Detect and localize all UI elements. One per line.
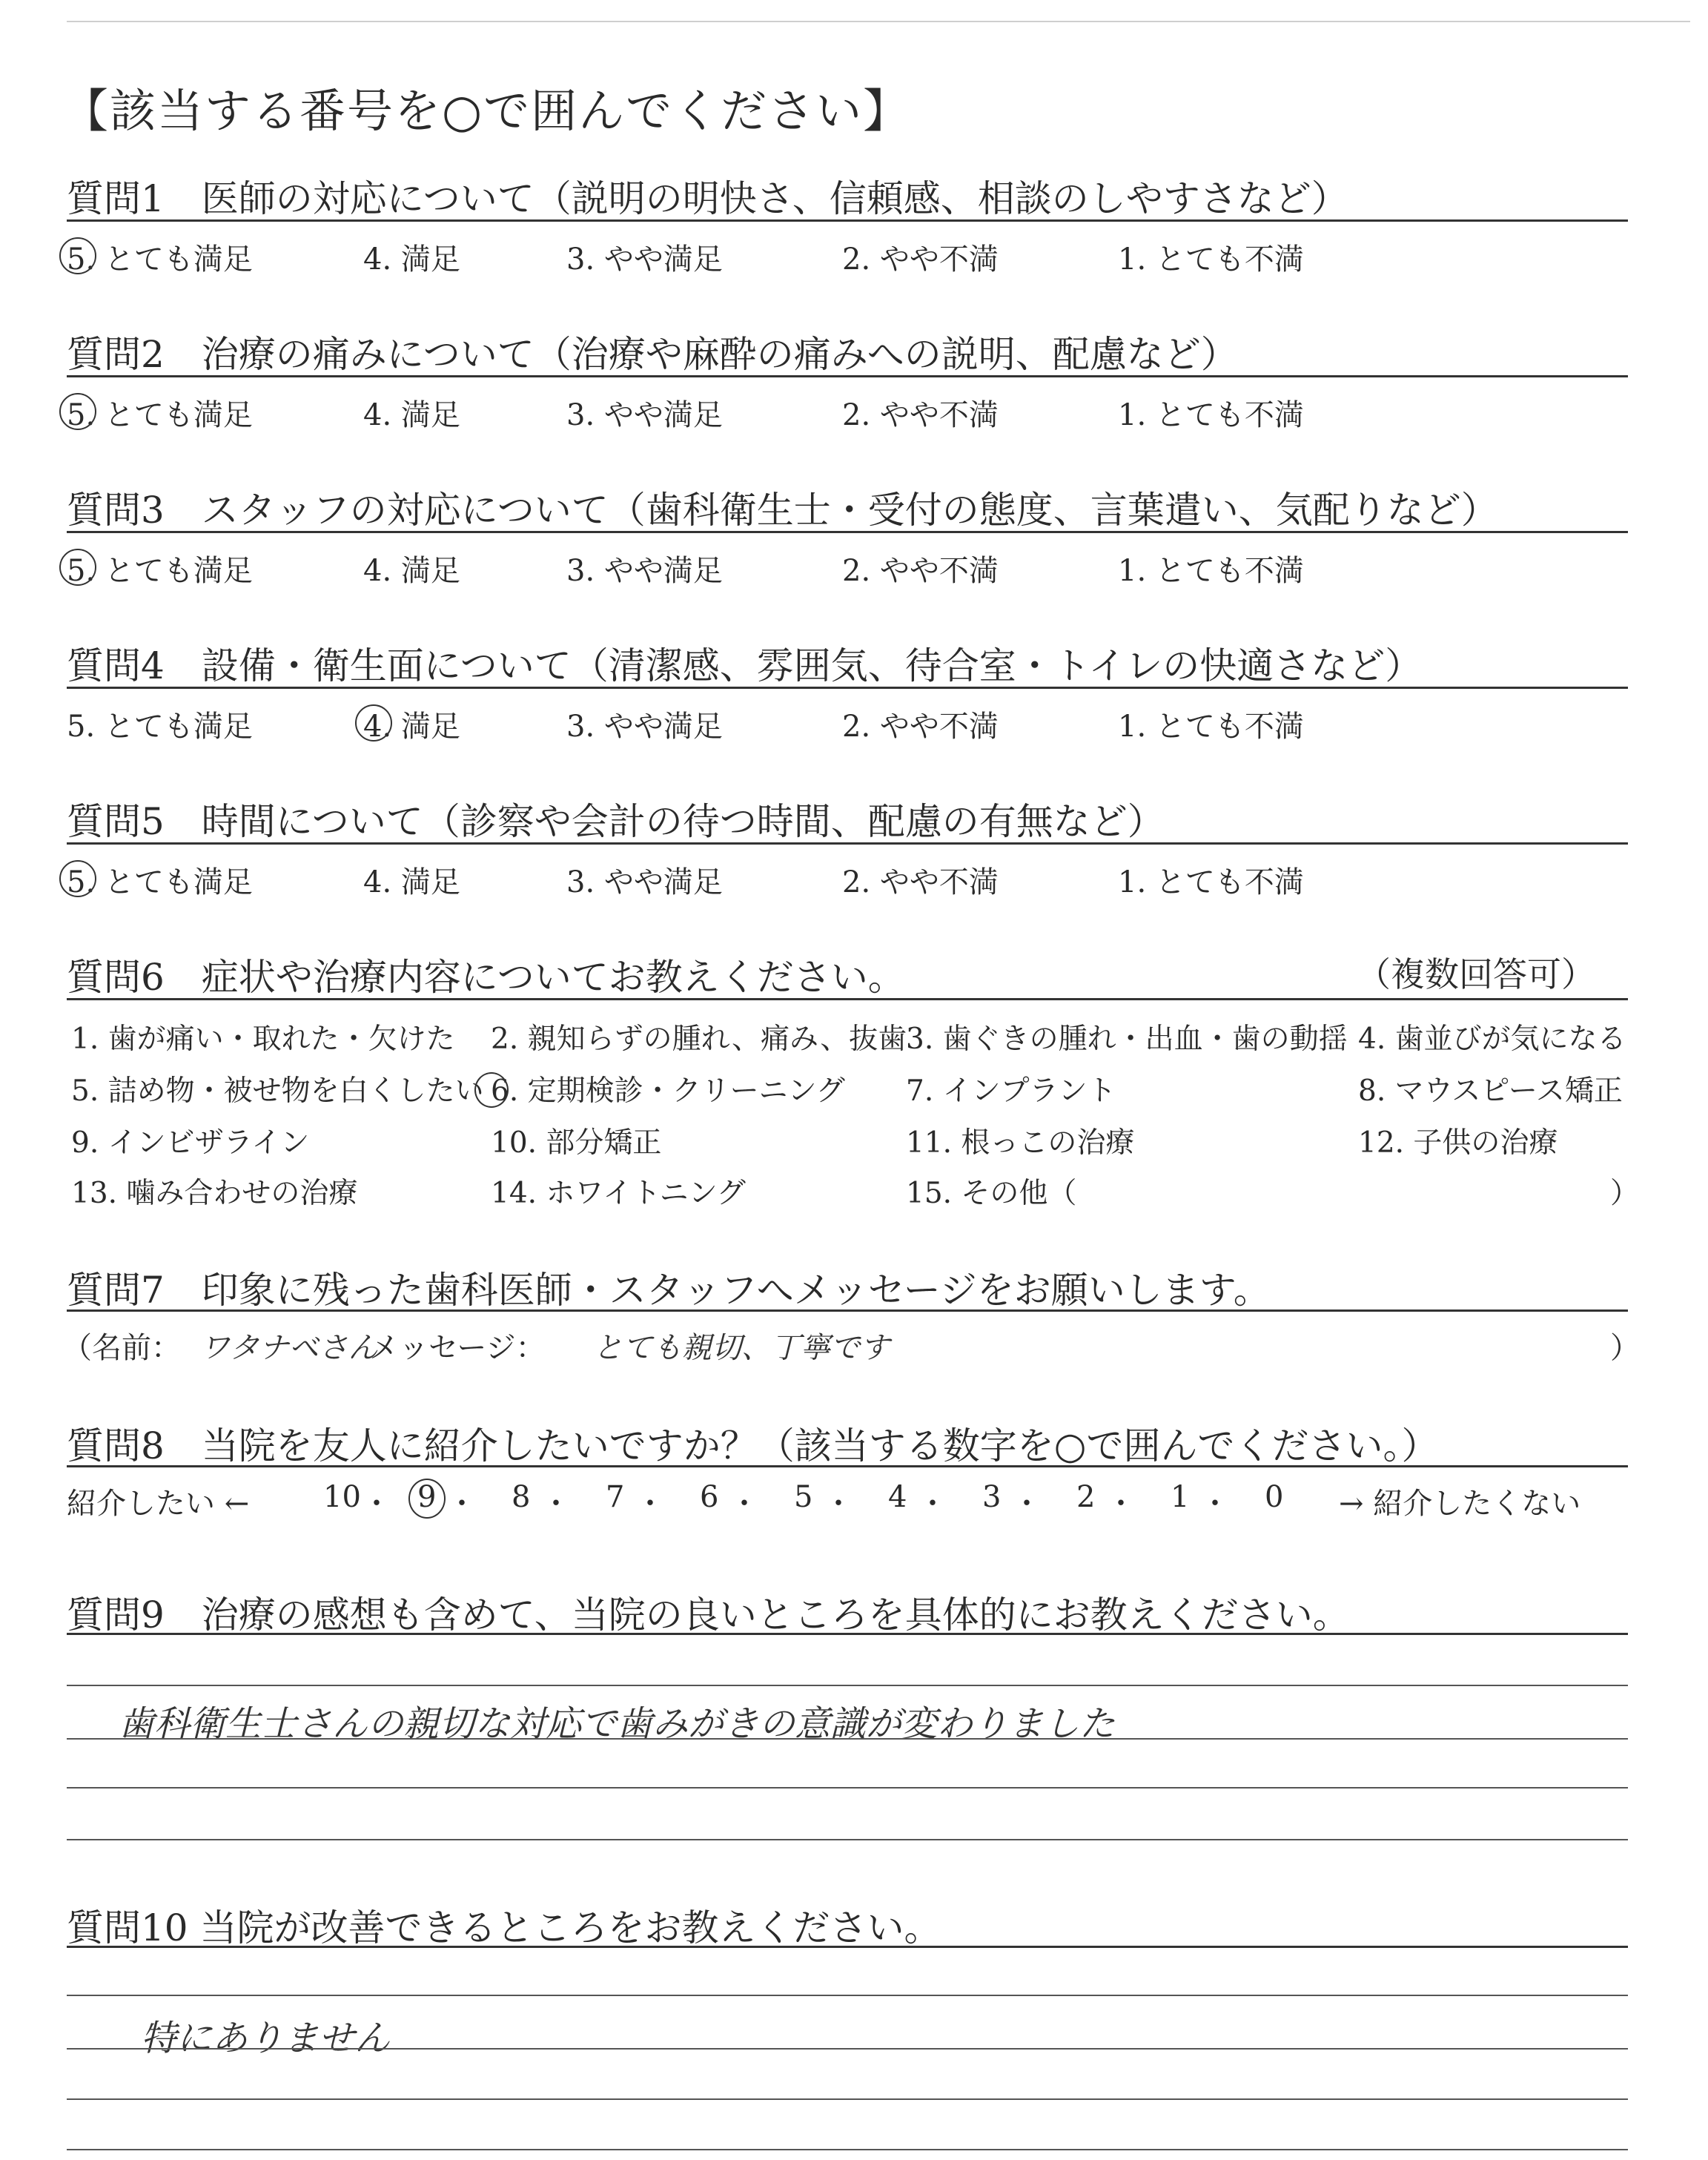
q2-option-3[interactable]: 3. やや満足 — [566, 398, 723, 432]
q10-answer-line-3 — [67, 2098, 1628, 2100]
question-9-rule — [67, 1633, 1628, 1635]
q9-answer-line-3 — [67, 1787, 1628, 1789]
q8-scale-0[interactable]: 0 — [1265, 1480, 1284, 1514]
q8-scale-separator: ・ — [824, 1487, 853, 1521]
q4-option-2[interactable]: 2. やや不満 — [842, 710, 999, 744]
q9-answer-line-1 — [67, 1685, 1628, 1686]
q8-scale-separator: ・ — [729, 1487, 759, 1521]
q3-option-4[interactable]: 4. 満足 — [363, 554, 460, 588]
q7-message-label: メッセージ： — [369, 1331, 546, 1365]
question-3-title: 質問3 スタッフの対応について（歯科衛生士・受付の態度、言葉遣い、気配りなど） — [67, 489, 1498, 532]
q8-scale-separator: ・ — [362, 1487, 391, 1521]
q9-answer-handwritten[interactable]: 歯科衛生士さんの親切な対応で歯みがきの意識が変わりました — [119, 1703, 1116, 1745]
q10-answer-handwritten[interactable]: 特にありません — [141, 2018, 391, 2059]
q4-option-4[interactable]: 4. 満足 — [363, 710, 460, 744]
q8-scale-separator: ・ — [1012, 1487, 1042, 1521]
q3-option-5[interactable]: 5. とても満足 — [67, 554, 253, 588]
q6-other-close: ） — [1610, 1177, 1640, 1210]
q6-item-12[interactable]: 12. 子供の治療 — [1358, 1126, 1558, 1160]
q2-option-2[interactable]: 2. やや不満 — [842, 398, 999, 432]
question-6-title: 質問6 症状や治療内容についてお教えください。 — [67, 956, 905, 999]
q6-item-10[interactable]: 10. 部分矯正 — [491, 1126, 662, 1160]
q8-scale-5[interactable]: 5 — [794, 1480, 813, 1514]
q8-right-label: → 紹介したくない — [1339, 1487, 1581, 1521]
q6-item-5[interactable]: 5. 詰め物・被せ物を白くしたい — [71, 1074, 484, 1108]
q5-option-4[interactable]: 4. 満足 — [363, 865, 460, 899]
q3-option-3[interactable]: 3. やや満足 — [566, 554, 723, 588]
q8-scale-separator: ・ — [635, 1487, 665, 1521]
question-5-title: 質問5 時間について（診察や会計の待つ時間、配慮の有無など） — [67, 800, 1165, 843]
q1-option-4[interactable]: 4. 満足 — [363, 242, 460, 277]
q3-selection-circle — [59, 549, 96, 586]
question-6-rule — [67, 998, 1628, 1000]
q8-scale-3[interactable]: 3 — [982, 1480, 1002, 1514]
q9-answer-line-2 — [67, 1738, 1628, 1740]
q6-item-1[interactable]: 1. 歯が痛い・取れた・欠けた — [71, 1023, 455, 1056]
question-2-rule — [67, 375, 1628, 377]
q5-selection-circle — [59, 860, 96, 897]
question-8-title: 質問8 当院を友人に紹介したいですか？（該当する数字を○で囲んでください。） — [67, 1424, 1439, 1467]
q6-item-8[interactable]: 8. マウスピース矯正 — [1358, 1074, 1623, 1108]
question-7-rule — [67, 1309, 1628, 1312]
q8-scale-4[interactable]: 4 — [888, 1480, 907, 1514]
q6-item-13[interactable]: 13. 噛み合わせの治療 — [71, 1177, 358, 1210]
q8-scale-separator: ・ — [541, 1487, 571, 1521]
q8-scale-separator: ・ — [1106, 1487, 1136, 1521]
q10-answer-line-4 — [67, 2149, 1628, 2150]
q6-selection-circle — [474, 1072, 509, 1108]
q9-answer-line-4 — [67, 1839, 1628, 1840]
question-3-rule — [67, 531, 1628, 533]
q4-option-3[interactable]: 3. やや満足 — [566, 710, 723, 744]
q4-selection-circle — [355, 704, 392, 742]
q3-option-1[interactable]: 1. とても不満 — [1118, 554, 1304, 588]
q8-scale-7[interactable]: 7 — [606, 1480, 625, 1514]
q1-option-1[interactable]: 1. とても不満 — [1118, 242, 1304, 277]
scan-top-edge — [67, 21, 1690, 22]
q6-item-7[interactable]: 7. インプラント — [906, 1074, 1116, 1108]
q7-name-handwritten[interactable]: ワタナベさん — [200, 1331, 378, 1365]
question-5-rule — [67, 842, 1628, 845]
q8-scale-1[interactable]: 1 — [1171, 1480, 1190, 1514]
q10-answer-line-2 — [67, 2048, 1628, 2050]
question-8-rule — [67, 1465, 1628, 1467]
q6-item-4[interactable]: 4. 歯並びが気になる — [1358, 1023, 1626, 1056]
page-header: 【該当する番号を○で囲んでください】 — [62, 84, 911, 138]
q1-option-5[interactable]: 5. とても満足 — [67, 242, 253, 277]
question-4-rule — [67, 687, 1628, 689]
question-1-rule — [67, 219, 1628, 222]
q8-scale-8[interactable]: 8 — [512, 1480, 531, 1514]
q2-option-5[interactable]: 5. とても満足 — [67, 398, 253, 432]
question-2-title: 質問2 治療の痛みについて（治療や麻酔の痛みへの説明、配慮など） — [67, 333, 1238, 376]
q4-option-5[interactable]: 5. とても満足 — [67, 710, 253, 744]
q1-option-3[interactable]: 3. やや満足 — [566, 242, 723, 277]
q2-option-1[interactable]: 1. とても不満 — [1118, 398, 1304, 432]
q6-item-15[interactable]: 15. その他（ — [906, 1177, 1077, 1210]
q2-option-4[interactable]: 4. 満足 — [363, 398, 460, 432]
q7-close-paren: ） — [1610, 1331, 1640, 1365]
q5-option-2[interactable]: 2. やや不満 — [842, 865, 999, 899]
q6-item-2[interactable]: 2. 親知らずの腫れ、痛み、抜歯 — [491, 1023, 907, 1056]
q8-scale-10[interactable]: 10 — [323, 1480, 361, 1514]
question-10-title: 質問10 当院が改善できるところをお教えください。 — [67, 1906, 941, 1949]
q8-selection-circle — [408, 1479, 446, 1519]
q3-option-2[interactable]: 2. やや不満 — [842, 554, 999, 588]
question-6-note: （複数回答可） — [1357, 954, 1595, 994]
q7-message-handwritten[interactable]: とても親切、丁寧です — [593, 1331, 890, 1365]
q6-item-6[interactable]: 6. 定期検診・クリーニング — [491, 1074, 845, 1108]
q8-left-label: 紹介したい ← — [67, 1487, 250, 1521]
q6-item-3[interactable]: 3. 歯ぐきの腫れ・出血・歯の動揺 — [906, 1023, 1348, 1056]
q8-scale-separator: ・ — [918, 1487, 947, 1521]
question-7-title: 質問7 印象に残った歯科医師・スタッフへメッセージをお願いします。 — [67, 1269, 1271, 1312]
q10-answer-line-1 — [67, 1995, 1628, 1996]
q8-scale-2[interactable]: 2 — [1076, 1480, 1096, 1514]
q6-item-11[interactable]: 11. 根っこの治療 — [906, 1126, 1135, 1160]
q5-option-5[interactable]: 5. とても満足 — [67, 865, 253, 899]
q8-scale-separator: ・ — [447, 1487, 477, 1521]
q1-selection-circle — [59, 237, 96, 274]
question-10-rule — [67, 1946, 1628, 1948]
q7-name-prefix: （名前： — [62, 1331, 181, 1365]
q5-option-3[interactable]: 3. やや満足 — [566, 865, 723, 899]
q1-option-2[interactable]: 2. やや不満 — [842, 242, 999, 277]
q2-selection-circle — [59, 393, 96, 430]
q8-scale-separator: ・ — [1200, 1487, 1230, 1521]
q5-option-1[interactable]: 1. とても不満 — [1118, 865, 1304, 899]
q8-scale-6[interactable]: 6 — [700, 1480, 719, 1514]
q8-scale-9[interactable]: 9 — [417, 1480, 437, 1514]
q6-item-9[interactable]: 9. インビザライン — [71, 1126, 310, 1160]
q6-item-14[interactable]: 14. ホワイトニング — [491, 1177, 746, 1210]
question-1-title: 質問1 医師の対応について（説明の明快さ、信頼感、相談のしやすさなど） — [67, 177, 1348, 220]
question-9-title: 質問9 治療の感想も含めて、当院の良いところを具体的にお教えください。 — [67, 1593, 1350, 1636]
question-4-title: 質問4 設備・衛生面について（清潔感、雰囲気、待合室・トイレの快適さなど） — [67, 644, 1423, 687]
q4-option-1[interactable]: 1. とても不満 — [1118, 710, 1304, 744]
